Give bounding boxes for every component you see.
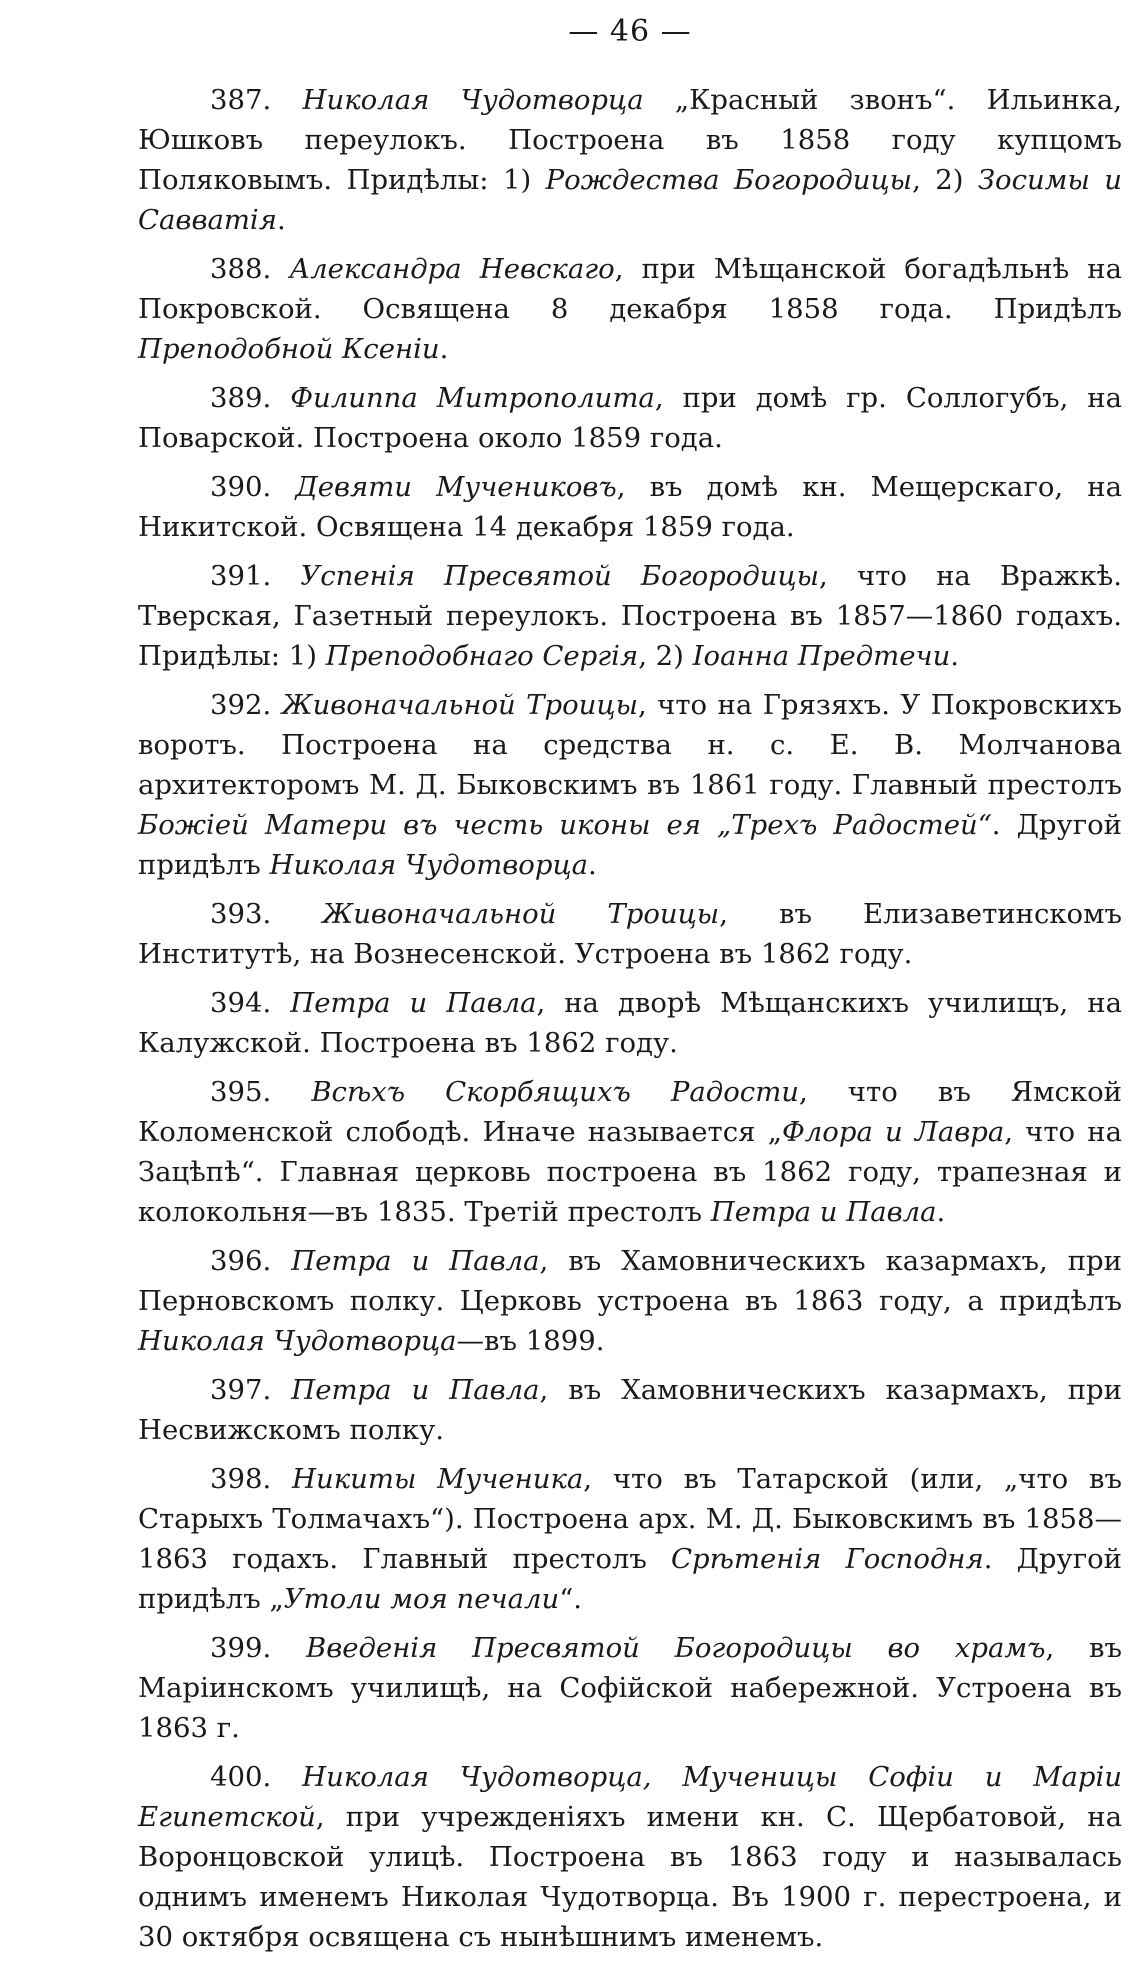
page-number: — 46 — [568, 14, 692, 49]
church-dedication: Петра и Павла [290, 987, 537, 1019]
church-dedication: Петра и Павла [291, 1245, 540, 1277]
entry-text: . [276, 204, 286, 236]
entry-number: 389. [210, 382, 272, 414]
entry-number: 397. [210, 1374, 272, 1406]
entry-number: 400. [210, 1761, 272, 1793]
church-entry [138, 894, 1122, 974]
entry-number: 391. [210, 560, 272, 592]
church-dedication: Петра и Павла [710, 1196, 937, 1228]
church-dedication: Божіей Матери въ честь иконы ея „Трехъ Радостей“ [138, 809, 992, 841]
entry-text: . [439, 333, 449, 365]
entry-text: —въ 1899. [456, 1325, 605, 1357]
entry-text: , 2) [638, 640, 693, 672]
church-dedication: Флора и Лавра [781, 1116, 1005, 1148]
church-entry [138, 685, 1122, 885]
church-entries-list [138, 80, 1122, 1957]
entry-number: 396. [210, 1245, 272, 1277]
church-entry [138, 467, 1122, 547]
entry-text: . [588, 849, 597, 881]
entry-text: “. [559, 1583, 583, 1615]
church-dedication: Утоли моя печали [283, 1583, 560, 1615]
entry-text: . [936, 1196, 946, 1228]
entry-number: 399. [210, 1632, 272, 1664]
entry-text: , при домѣ гр. Соллогубъ, на Поварской. Построена около 1859 года. [138, 382, 1122, 454]
church-dedication: Всѣхъ Скорбящихъ Радости [311, 1076, 799, 1108]
entry-text: , что на Грязяхъ. У Покровскихъ воротъ. Построена на средства н. с. Е. В. Молчанова архитекторомъ М. Д. Быковскимъ въ 1861 году. Главный престолъ [138, 689, 1123, 801]
church-entry [138, 556, 1122, 676]
entry-number: 393. [210, 898, 272, 930]
entry-text: , что на Зацѣпѣ“. Главная церковь построена въ 1862 году, трапезная и колокольня—въ 1835. Третій престолъ [138, 1116, 1123, 1228]
church-dedication: Введенія Пресвятой Богородицы во храмъ [306, 1632, 1046, 1664]
church-dedication: Николая Чудотворца [302, 84, 644, 116]
entry-number: 398. [210, 1463, 272, 1495]
church-dedication: Николая Чудотворца [269, 849, 589, 881]
church-dedication: Никиты Мученика [292, 1463, 584, 1495]
church-dedication: Живоначальной Троицы [322, 898, 720, 930]
document-page [138, 0, 1122, 1966]
church-dedication: Николая Чудотворца [138, 1325, 457, 1357]
entry-text: , что на Вражкѣ. Тверская, Газетный переулокъ. Построена въ 1857—1860 годахъ. Придѣлы: 1) [138, 560, 1122, 672]
church-entry [138, 983, 1122, 1063]
church-dedication: Іоанна Предтечи [692, 640, 951, 672]
entry-number: 394. [210, 987, 272, 1019]
church-dedication: Срѣтенія Господня [671, 1543, 984, 1575]
entry-text: . Другой придѣлъ „ [138, 1543, 1123, 1615]
entry-text: . Другой придѣлъ [138, 809, 1123, 881]
church-entry [138, 1370, 1122, 1450]
church-dedication: Александра Невскаго [289, 253, 615, 285]
entry-number: 390. [210, 471, 272, 503]
entry-text: , при Мѣщанской богадѣльнѣ на Покровской. Освящена 8 декабря 1858 года. Придѣлъ [138, 253, 1122, 325]
entry-text: , въ Хамовническихъ казармахъ, при Несвижскомъ полку. [138, 1374, 1122, 1446]
entry-text: „Красный звонъ“. Ильинка, Юшковъ переулокъ. Построена въ 1858 году купцомъ Поляковымъ. Придѣлы: 1) [138, 84, 1122, 196]
church-dedication: Девяти Мучениковъ [295, 471, 617, 503]
church-entry [138, 1628, 1122, 1748]
entry-number: 388. [210, 253, 272, 285]
entry-text: , въ Елизаветинскомъ Институтѣ, на Вознесенской. Устроена въ 1862 году. [138, 898, 1122, 970]
church-dedication: Петра и Павла [291, 1374, 540, 1406]
entry-text: . [950, 640, 960, 672]
church-entry [138, 1459, 1122, 1619]
church-entry [138, 80, 1122, 240]
church-entry [138, 249, 1122, 369]
entry-text: , 2) [912, 164, 978, 196]
entry-text: , въ Маріинскомъ училищѣ, на Софійской набережной. Устроена въ 1863 г. [138, 1632, 1122, 1744]
church-dedication: Николая Чудотворца, Мученицы Софіи и Маріи Египетской [138, 1761, 1122, 1833]
entry-number: 392. [210, 689, 272, 721]
entry-text: , на дворѣ Мѣщанскихъ училищъ, на Калужской. Построена въ 1862 году. [138, 987, 1122, 1059]
church-entry [138, 1241, 1122, 1361]
entry-text: , что въ Татарской (или, „что въ Старыхъ Толмачахъ“). Построена арх. М. Д. Быковскимъ въ 1858—1863 годахъ. Главный престолъ [138, 1463, 1122, 1575]
church-entry [138, 1757, 1122, 1957]
entry-number: 395. [210, 1076, 272, 1108]
entry-text: , что въ Ямской Коломенской слободѣ. Иначе называется „ [138, 1076, 1122, 1148]
church-dedication: Зосимы и Савватія [138, 164, 1123, 236]
church-entry [138, 1072, 1122, 1232]
church-dedication: Преподобнаго Сергія [325, 640, 639, 672]
entry-text: , при учрежденіяхъ имени кн. С. Щербатовой, на Воронцовской улицѣ. Построена въ 1863 году и называлась однимъ именемъ Николая Чудотворца. Въ 1900 г. перестроена, и 30 октября освящена съ нынѣшнимъ именемъ. [138, 1801, 1122, 1953]
church-dedication: Живоначальной Троицы [281, 689, 638, 721]
church-dedication: Филиппа Митрополита [290, 382, 655, 414]
church-entry [138, 378, 1122, 458]
entry-text: , въ домѣ кн. Мещерскаго, на Никитской. Освящена 14 декабря 1859 года. [138, 471, 1122, 543]
church-dedication: Рождества Богородицы [545, 164, 913, 196]
church-dedication: Успенія Пресвятой Богородицы [300, 560, 820, 592]
entry-text: , въ Хамовническихъ казармахъ, при Перновскомъ полку. Церковь устроена въ 1863 году, а придѣлъ [138, 1245, 1122, 1317]
entry-number: 387. [210, 84, 272, 116]
church-dedication: Преподобной Ксеніи [138, 333, 440, 365]
